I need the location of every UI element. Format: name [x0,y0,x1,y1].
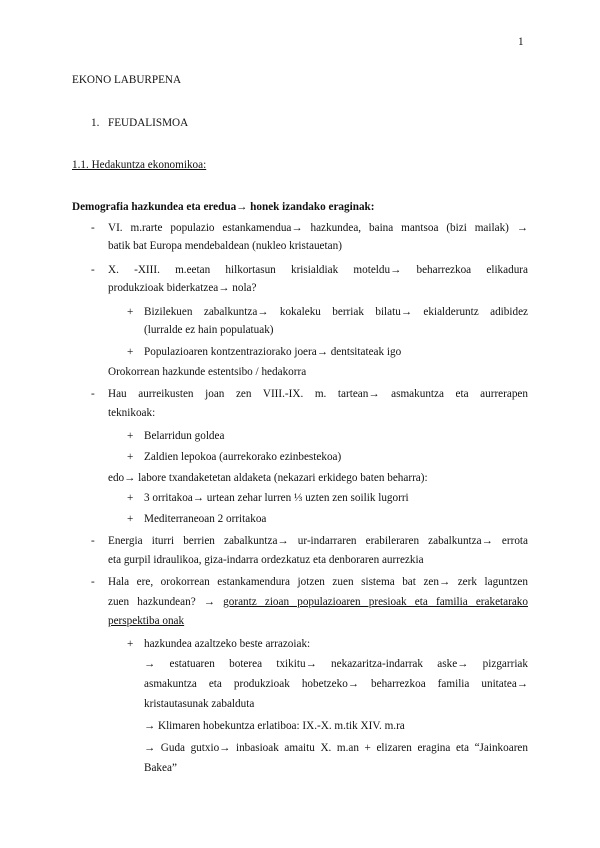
bullet-5-sub-1-a-line-3: kristautasunak zabalduta [144,698,255,710]
plus-bullet: + [127,430,134,442]
plus-bullet: + [127,492,134,504]
dash-bullet: - [91,388,95,400]
bullet-3-line-1: Hau aurreikusten joan zen VIII.-IX. m. tartean→ asmakuntza eta aurrerapen [108,388,528,400]
bullet-5-line-2-text: zuen hazkundean? → [108,596,224,608]
section-number: 1. [91,117,100,129]
bullet-5-sub-1-a-line-1: → estatuaren boterea txikitu→ nekazaritza-indarrak aske→ pizgarriak [144,658,528,670]
dash-bullet: - [91,535,95,547]
plus-bullet: + [127,638,134,650]
bullet-3-sub-2: Zaldien lepokoa (aurrekorako ezinbestekoa) [144,451,342,463]
bullet-3-sub-3: 3 orritakoa→ urtean zehar lurren ⅓ uzten zen soilik lugorri [144,492,409,504]
bullet-3-sub-1: Belarridun goldea [144,430,225,442]
plus-bullet: + [127,346,134,358]
bullet-1-line-2: batik bat Europa mendebaldean (nukleo kristauetan) [108,240,342,252]
bullet-3-note: edo→ labore txandaketetan aldaketa (nekazari erkidego baten beharra): [108,472,428,484]
bullet-5-sub-1-b: → Klimaren hobekuntza erlatiboa: IX.-X. m.tik XIV. m.ra [144,720,405,732]
bullet-5-sub-1-a-line-2: asmakuntza eta produkzioak hobetzeko→ beharrezkoa familia unitatea→ [144,678,528,690]
bullet-5-underlined-text: gorantz zioan populazioaren presioak eta familia eraketarako [223,596,528,608]
bullet-2-sub-1-line-2: (lurralde ez hain populatuak) [144,324,274,336]
dash-bullet: - [91,222,95,234]
bullet-2-line-2: produkzioak biderkatzea→ nola? [108,282,257,294]
plus-bullet: + [127,513,134,525]
bullet-2-note: Orokorrean hazkunde estentsibo / hedakorra [108,366,307,378]
bullet-5-line-3: perspektiba onak [108,615,185,627]
bullet-3-line-2: teknikoak: [108,407,156,419]
bullet-5-sub-1-c-line-1: → Guda gutxio→ inbasioak amaitu X. m.an + elizaren eragina eta “Jainkoaren [144,742,528,754]
plus-bullet: + [127,306,134,318]
bullet-5-sub-1-c-line-2: Bakea” [144,762,177,774]
dash-bullet: - [91,576,95,588]
section-title: FEUDALISMOA [108,117,189,129]
bullet-2-line-1: X. -XIII. m.eetan hilkortasun krisialdiak moteldu→ beharrezkoa elikadura [108,264,528,276]
bullet-3-sub-4: Mediterraneoan 2 orritakoa [144,513,267,525]
bullet-4-line-1: Energia iturri berrien zabalkuntza→ ur-indarraren erabileraren zabalkuntza→ errota [108,535,528,547]
heading: Demografia hazkundea eta eredua→ honek izandako eraginak: [72,201,375,213]
bullet-2-sub-1-line-1: Bizilekuen zabalkuntza→ kokaleku berriak bilatu→ ekialderuntz adibidez [144,306,528,318]
dash-bullet: - [91,264,95,276]
bullet-2-sub-2: Populazioaren kontzentraziorako joera→ dentsitateak igo [144,346,402,358]
plus-bullet: + [127,451,134,463]
subsection-title: 1.1. Hedakuntza ekonomikoa: [72,159,207,171]
bullet-5-line-2 [108,594,528,610]
document-title: EKONO LABURPENA [72,74,182,86]
bullet-4-line-2: eta gurpil idraulikoa, giza-indarra ordezkatuz eta denboraren aurrezkia [108,554,424,566]
bullet-5-sub-1: hazkundea azaltzeko beste arrazoiak: [144,638,311,650]
page-number: 1 [518,36,524,48]
bullet-1-line-1: VI. m.rarte populazio estankamendua→ hazkundea, baina mantsoa (bizi mailak) → [108,222,528,234]
bullet-5-line-1: Hala ere, orokorrean estankamendura jotzen zuen sistema bat zen→ zerk laguntzen [108,576,528,588]
